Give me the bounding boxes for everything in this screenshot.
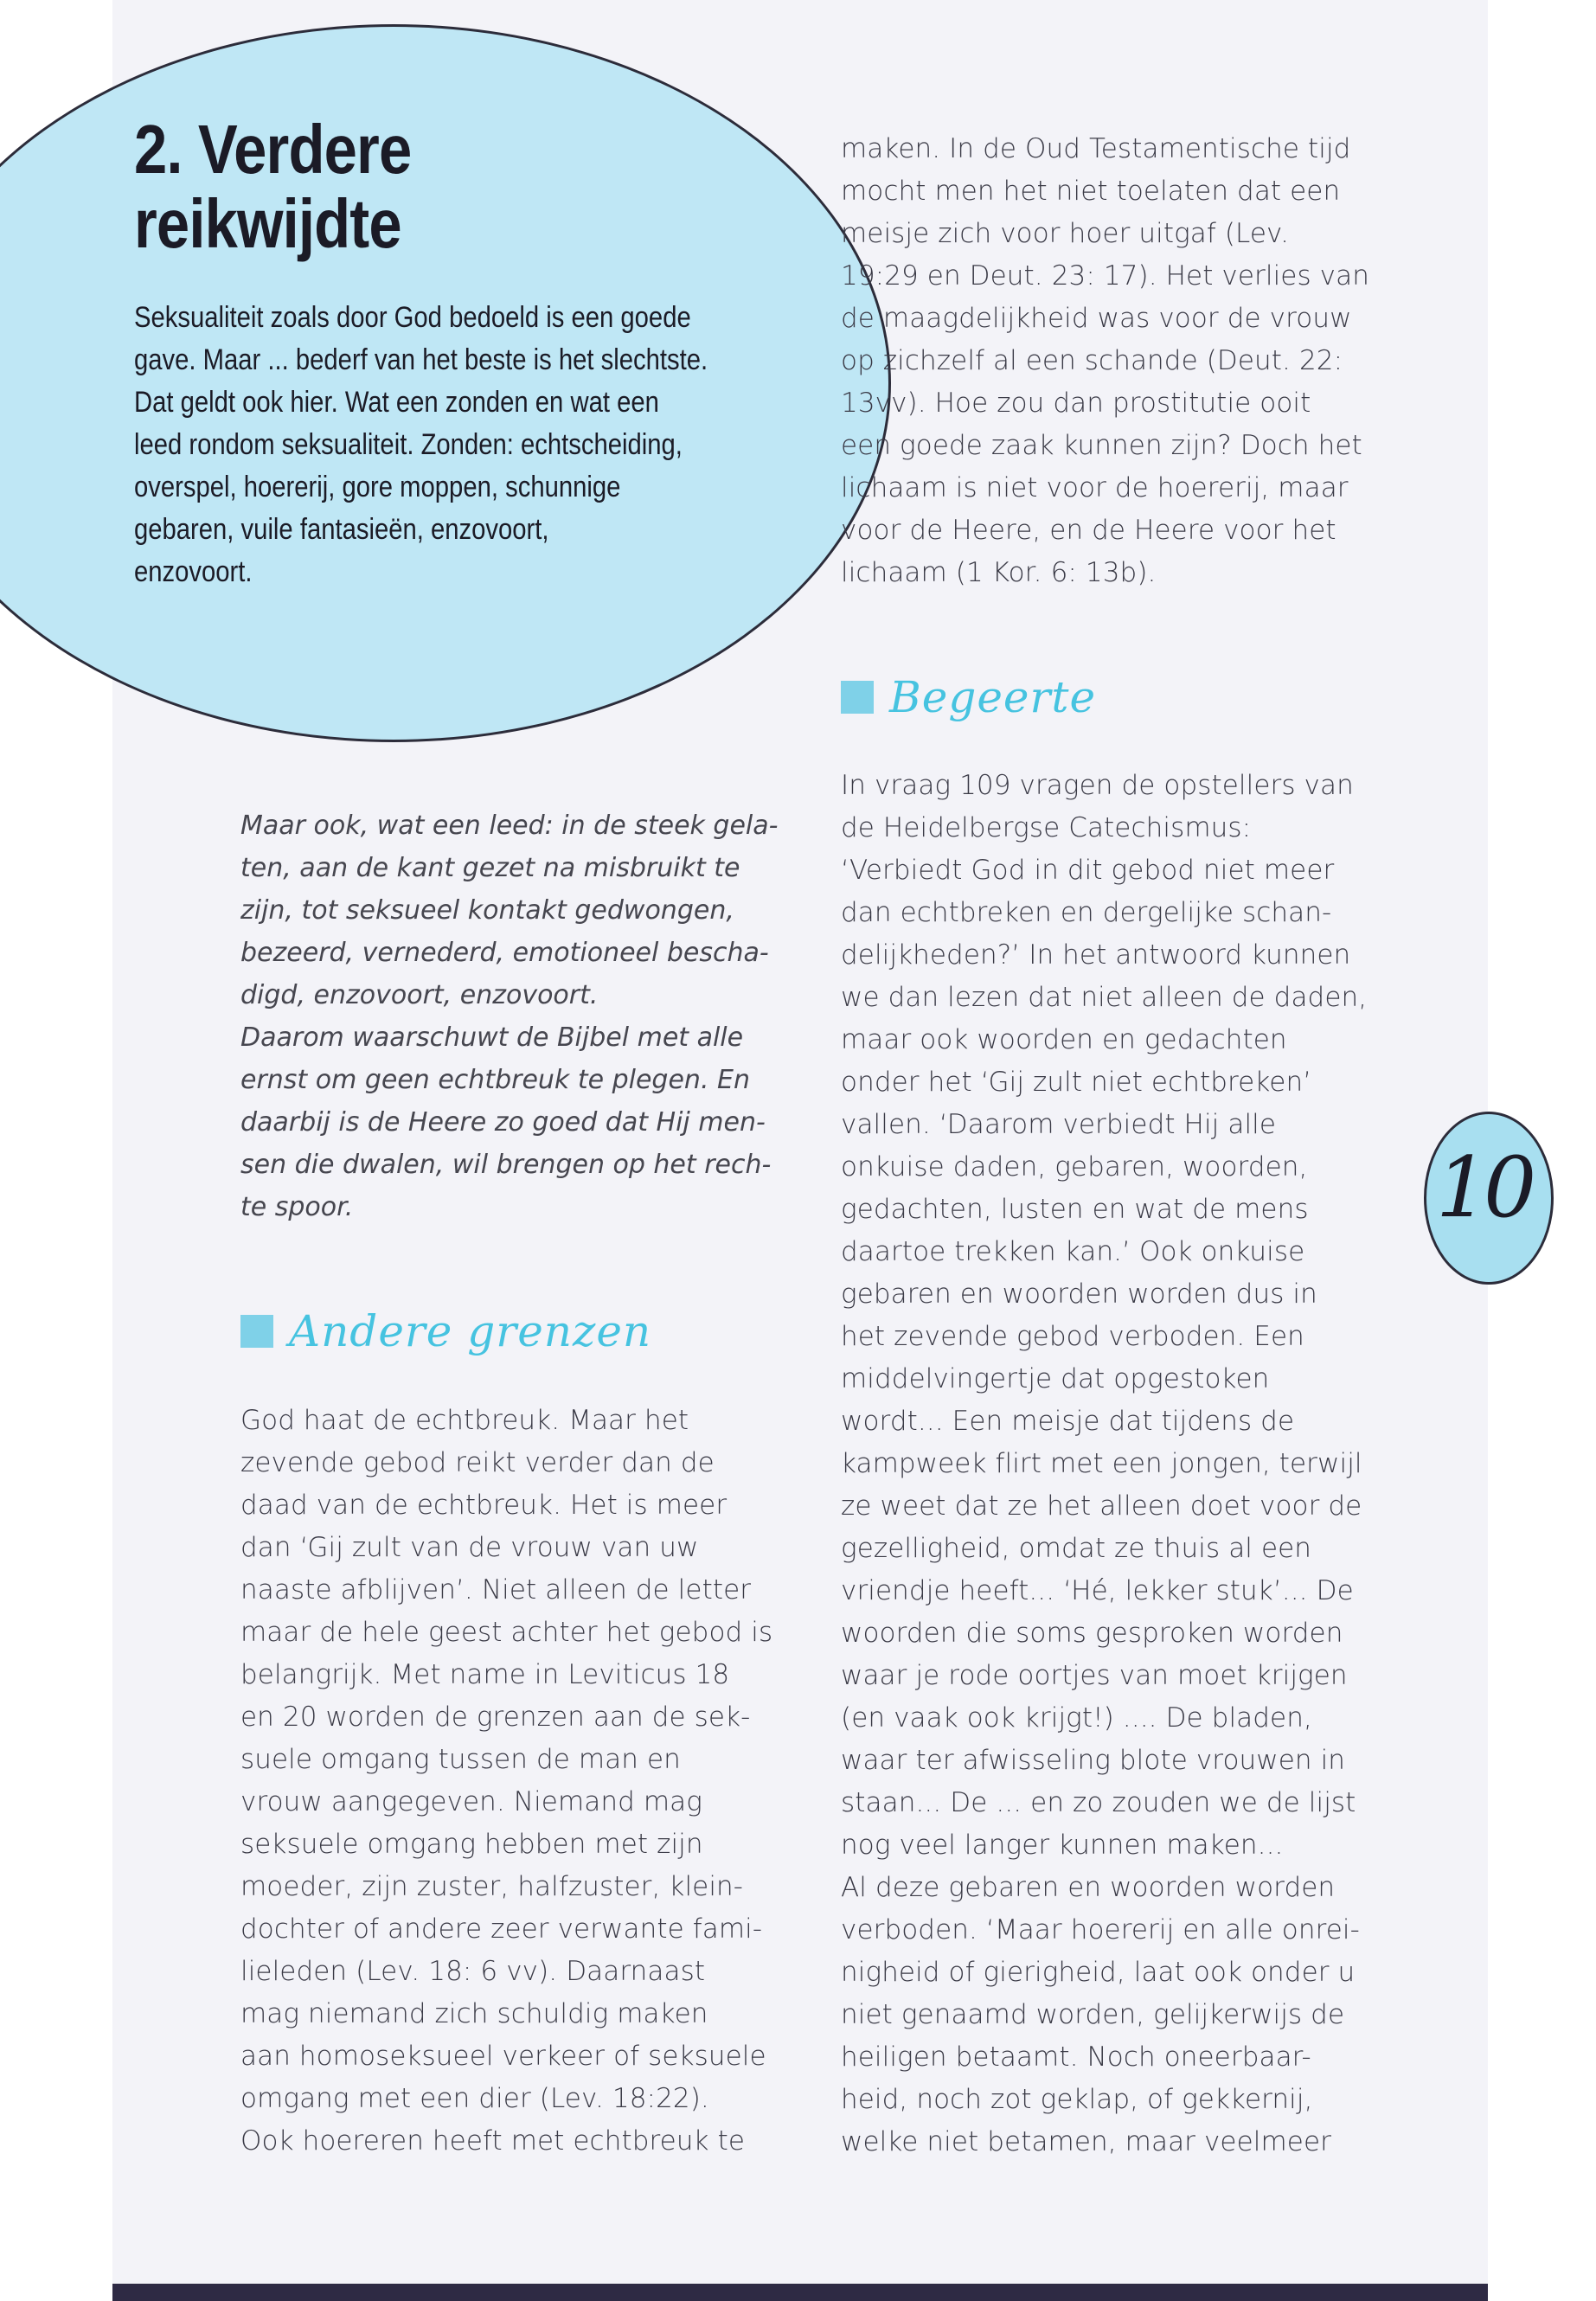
subheading-label: Andere grenzen: [289, 1306, 652, 1356]
intro-paragraph: Seksualiteit zoals door God bedoeld is een goede gave. Maar ... bederf van het beste is het slechtste. Dat geldt ook hier. Wat een zonden en wat een leed rondom seksualiteit. Zonden: echtscheiding, overspel, hoererij, gore moppen, schunnige gebaren, vuile fantasieën, enzovoort, enzovoort.: [134, 301, 708, 588]
page-number: 10: [1436, 1139, 1532, 1236]
left-body-text: God haat de echtbreuk. Maar het zevende gebod reikt verder dan de daad van de echtbreuk. Het is meer dan ‘Gij zult van de vrouw van uw naaste afblijven’. Niet alleen de letter maar de hele geest achter het gebod is belangrijk. Met name in Leviticus 18 en 20 worden de grenzen aan de sek- suele omgang tussen de man en vrouw aangegeven. Niemand mag seksuele omgang hebben met zijn moeder, zijn zuster, halfzuster, klein- dochter of andere zeer verwante fami- lieleden (Lev. 18: 6 vv). Daarnaast mag niemand zich schuldig maken aan homoseksueel verkeer of seksuele omgang met een dier (Lev. 18:22). Ook hoereren heeft met echtbreuk te: [240, 1405, 773, 2157]
subheading-label: Begeerte: [889, 672, 1097, 722]
subheading-andere-grenzen: [240, 1306, 651, 1356]
italic-quote: Maar ook, wat een leed: in de steek gela- ten, aan de kant gezet na misbruikt te zijn, tot seksueel kontakt gedwongen, bezeerd, vernederd, emotioneel bescha- digd, enzovoort, enzovoort. Daarom waarschuwt de Bijbel met alle ernst om geen echtbreuk te plegen. En daarbij is de Heere zo goed dat Hij men- sen die dwalen, wil brengen op het rech- te spoor.: [240, 811, 779, 1222]
right-body-bottom-text: In vraag 109 vragen de opstellers van de Heidelbergse Catechismus: ‘Verbiedt God in dit gebod niet meer dan echtbreken en dergelijke schan- delijkheden?’ In het antwoord kunnen we dan lezen dat niet alleen de daden, maar ook woorden en gedachten onder het ‘Gij zult niet echtbreken’ vallen. ‘Daarom verbiedt Hij alle onkuise daden, gebaren, woorden, gedachten, lusten en wat de mens daartoe trekken kan.’ Ook onkuise gebaren en woorden worden dus in het zevende gebod verboden. Een middelvingertje dat opgestoken wordt... Een meisje dat tijdens de kampweek flirt met een jongen, terwijl ze weet dat ze het alleen doet voor de gezelligheid, omdat ze thuis al een vriendje heeft... ‘Hé, lekker stuk’... De woorden die soms gesproken worden waar je rode oortjes van moet krijgen (en vaak ook krijgt!) .... De bladen, waar ter afwisseling blote vrouwen in staan... De ... en zo zouden we de lijst nog veel langer kunnen maken... Al deze gebaren en woorden worden verboden. ‘Maar hoererij en alle onrei- nigheid of gierigheid, laat ook onder u niet genaamd worden, gelijkerwijs de heiligen betaamt. Noch oneerbaar- heid, noch zot geklap, of gekkernij, welke niet betamen, maar veelmeer: [841, 770, 1368, 2157]
left-column-quote: [240, 804, 794, 1228]
book-page: [112, 0, 1532, 2284]
right-body-top-text: maken. In de Oud Testamentische tijd mocht men het niet toelaten dat een meisje zich voor hoer uitgaf (Lev. 19:29 en Deut. 23: 17). Het verlies van de maagdelijkheid was voor de vrouw op zichzelf al een schande (Deut. 22: 13vv). Hoe zou dan prostitutie ooit een goede zaak kunnen zijn? Doch het lichaam is niet voor de hoererij, maar voor de Heere, en de Heere voor het lichaam (1 Kor. 6: 13b).: [841, 133, 1369, 588]
left-column-body: [240, 1400, 794, 2163]
subheading-square-icon: [240, 1315, 273, 1348]
right-column-bottom: [841, 765, 1394, 2163]
section-title: [134, 112, 610, 261]
subheading-begeerte: [841, 672, 1096, 722]
right-column-top: [841, 128, 1394, 594]
page-bottom-edge: [112, 2284, 1488, 2301]
subheading-square-icon: [841, 681, 874, 714]
section-title-line1: 2. Verdere: [134, 111, 412, 188]
section-title-line2: reikwijdte: [134, 185, 401, 262]
